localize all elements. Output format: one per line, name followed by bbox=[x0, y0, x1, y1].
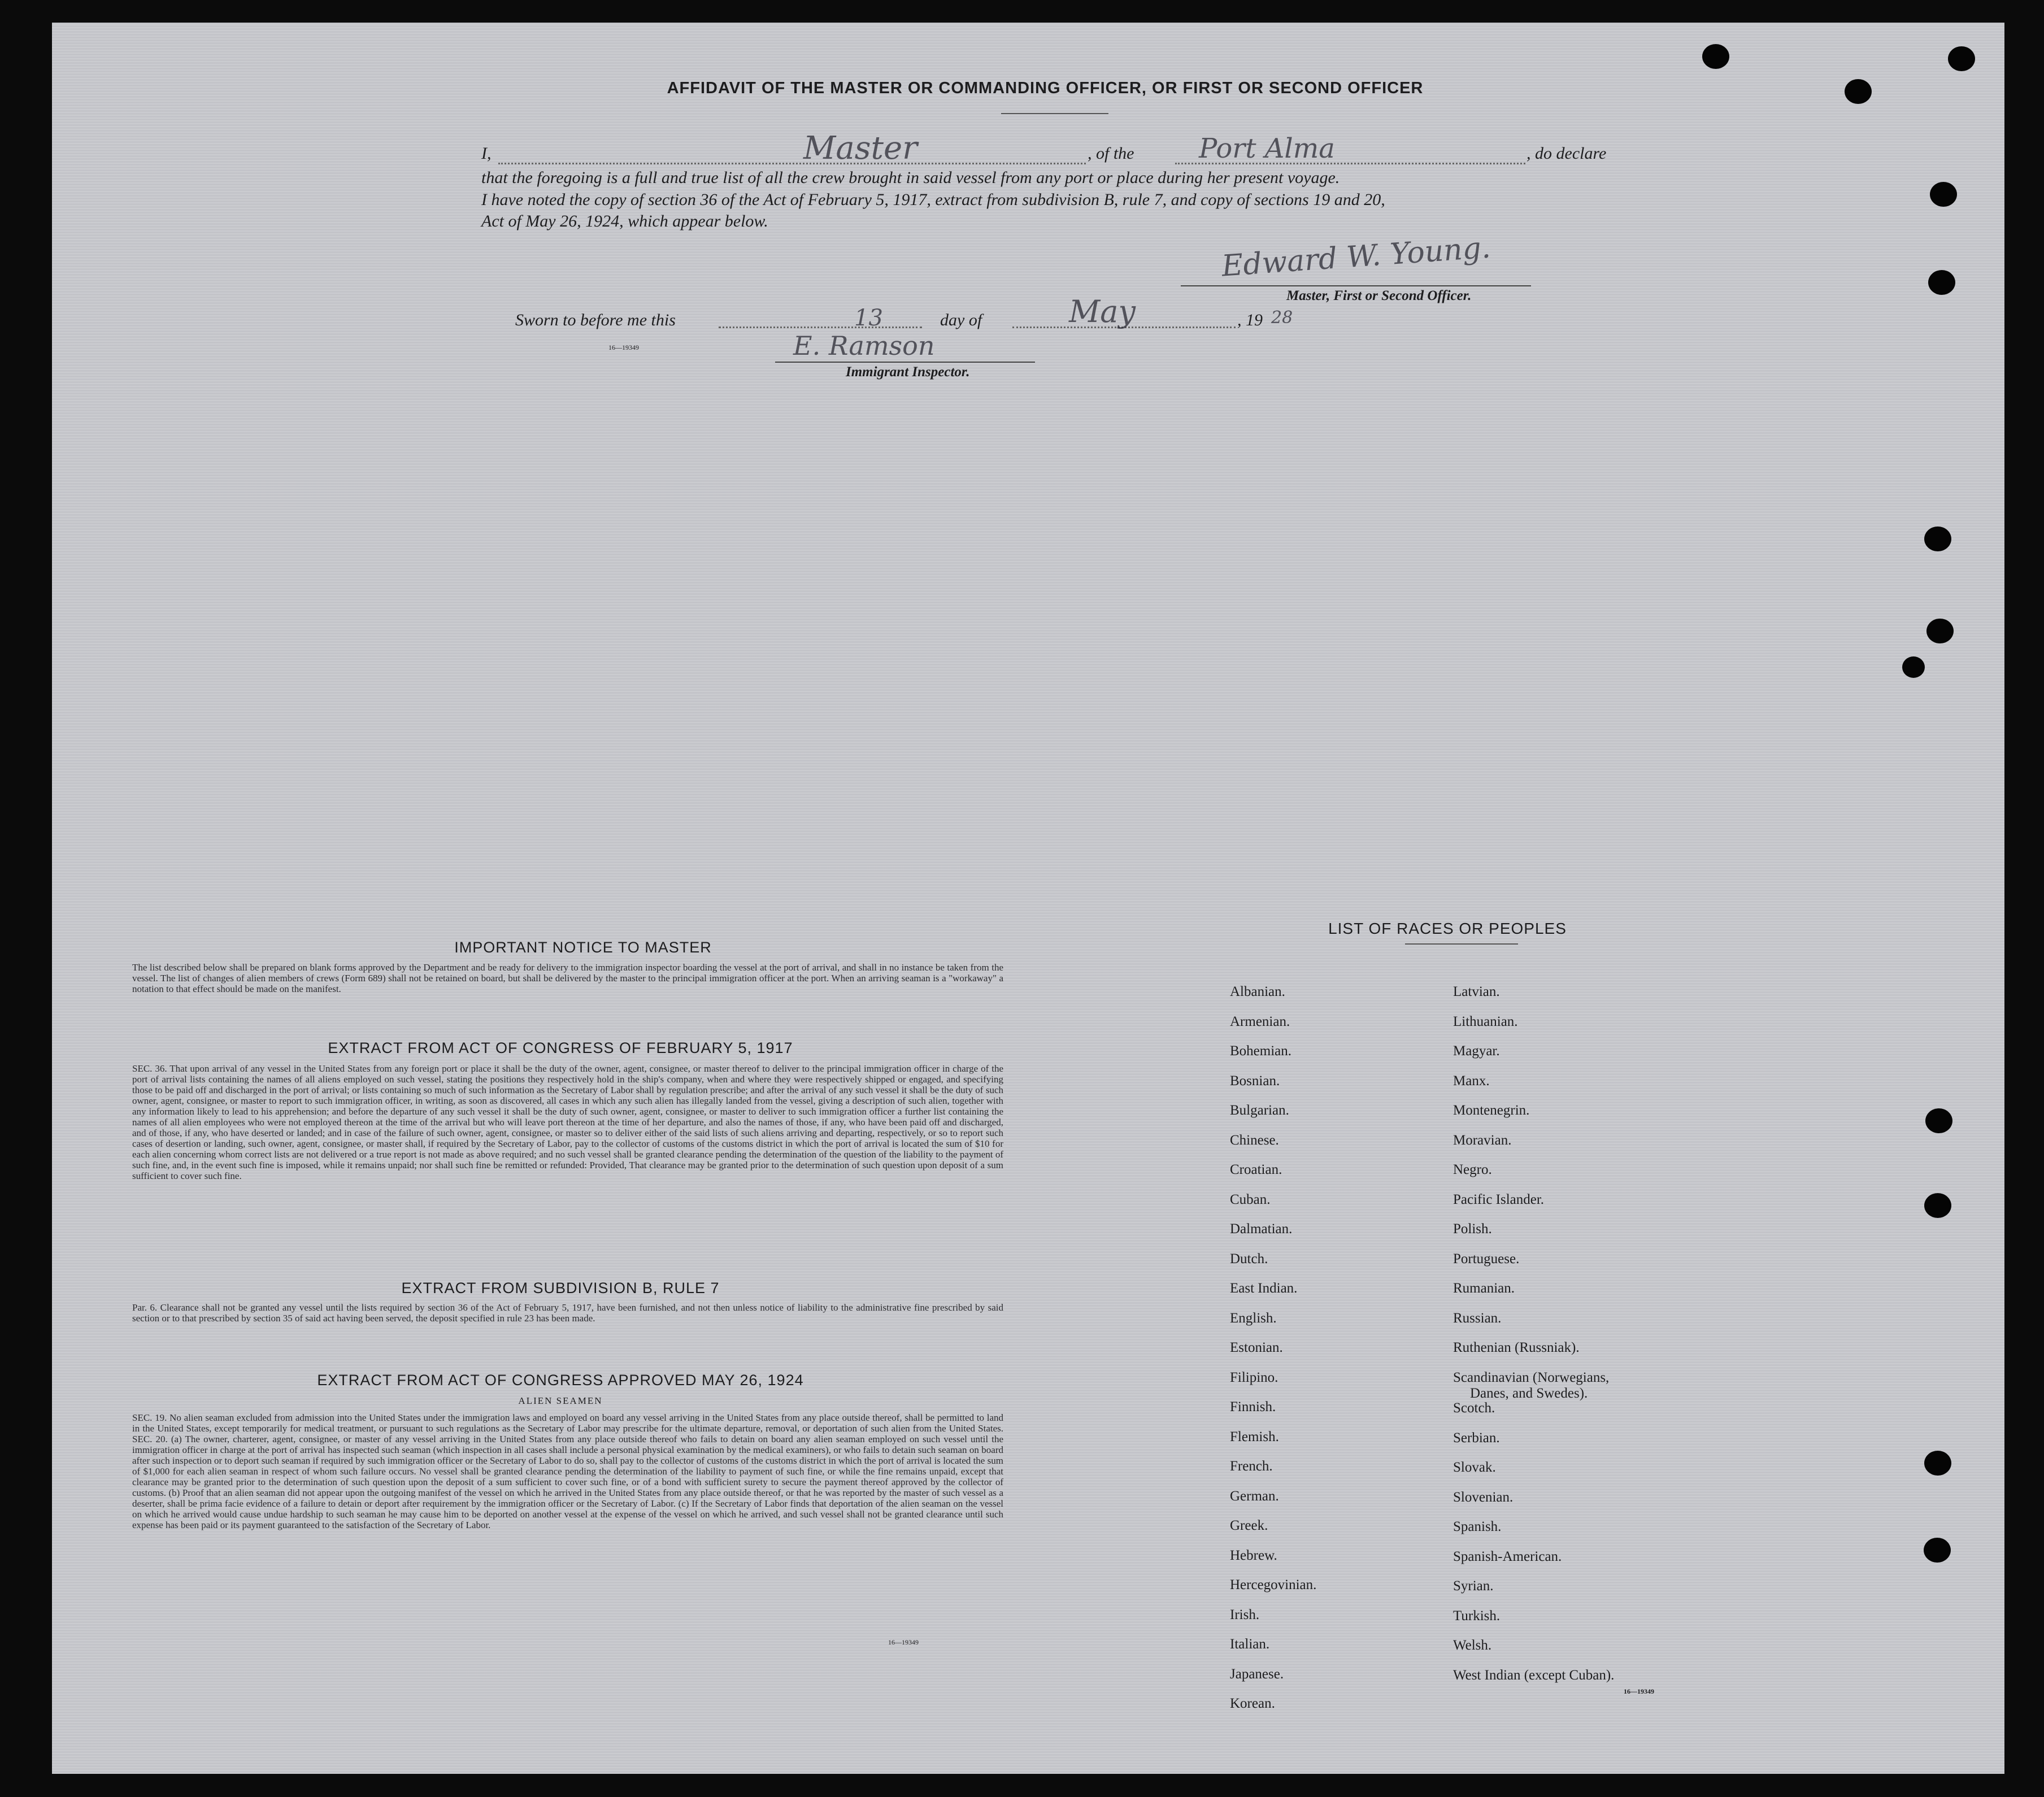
document-sheet bbox=[52, 23, 2004, 1774]
alien-seamen-subtitle: ALIEN SEAMEN bbox=[518, 1395, 603, 1406]
races-title-rule bbox=[1405, 943, 1518, 945]
day-of-text: day of bbox=[940, 311, 982, 329]
race-item: Flemish. bbox=[1230, 1429, 1279, 1444]
race-item: Greek. bbox=[1230, 1518, 1268, 1533]
race-item: Hercegovinian. bbox=[1230, 1577, 1317, 1593]
race-item: Danes, and Swedes). bbox=[1470, 1385, 1588, 1401]
notice-text: The list described below shall be prepared on blank forms approved by the Department and be ready for delivery to the immigration inspector boarding the vessel at the port of arrival, and shall in no instance be taken from the vessel. The list of changes of alien members of crews (Form 689) shall not be retained on board, but shall be delivered by the master to the principal immigration officer at the port. When an arriving seaman is a "workaway" a notation to that effect should be made on the manifest. bbox=[132, 962, 1003, 994]
name-fill-line bbox=[498, 163, 1086, 164]
form-code-bottom-left: 16—19349 bbox=[888, 1638, 919, 1646]
race-item: Korean. bbox=[1230, 1696, 1275, 1711]
race-item: German. bbox=[1230, 1488, 1279, 1504]
race-item: Ruthenian (Russniak). bbox=[1453, 1340, 1580, 1355]
punch-hole bbox=[1930, 182, 1957, 207]
race-item: Scotch. bbox=[1453, 1400, 1495, 1416]
extract-1917-title: EXTRACT FROM ACT OF CONGRESS OF FEBRUARY 5, 1917 bbox=[328, 1039, 793, 1056]
punch-hole bbox=[1924, 1451, 1951, 1476]
race-item: Hebrew. bbox=[1230, 1547, 1277, 1563]
sworn-lead: Sworn to before me this bbox=[515, 311, 676, 329]
race-item: Bohemian. bbox=[1230, 1043, 1292, 1059]
race-item: Finnish. bbox=[1230, 1399, 1276, 1415]
race-item: Portuguese. bbox=[1453, 1251, 1520, 1267]
punch-hole bbox=[1924, 1538, 1951, 1563]
punch-hole bbox=[1925, 1108, 1952, 1133]
race-item: Japanese. bbox=[1230, 1666, 1284, 1682]
race-item: Chinese. bbox=[1230, 1132, 1279, 1148]
sworn-day: 13 bbox=[854, 305, 883, 331]
race-item: Croatian. bbox=[1230, 1162, 1282, 1177]
race-item: Latvian. bbox=[1453, 984, 1500, 999]
race-item: Spanish-American. bbox=[1453, 1548, 1562, 1564]
race-item: Dutch. bbox=[1230, 1251, 1268, 1267]
race-item: Bosnian. bbox=[1230, 1073, 1280, 1089]
race-item: Syrian. bbox=[1453, 1578, 1494, 1594]
declaration-line-3: I have noted the copy of section 36 of the Act of February 5, 1917, extract from subdivision B, rule 7, and copy of sections 19 and 20, bbox=[481, 190, 1385, 209]
signature-rule bbox=[1181, 285, 1531, 286]
race-item: East Indian. bbox=[1230, 1281, 1298, 1296]
master-signature: Edward W. Young. bbox=[1220, 230, 1492, 284]
race-item: Rumanian. bbox=[1453, 1281, 1515, 1296]
sworn-month: May bbox=[1069, 294, 1136, 329]
race-item: Manx. bbox=[1453, 1073, 1490, 1089]
extract-1917-text: SEC. 36. That upon arrival of any vessel in the United States from any foreign port or place it shall be the duty of the owner, agent, consignee, or master thereof to deliver to the principal immigration officer in charge of the port of arrival lists containing the names of all aliens employed on such vessel, stating the positions they respectively hold in the ship's company, when and where they were respectively shipped or engaged, and specifying those to be paid off and discharged in the port of arrival; or lists containing so much of such information as the Secretary of Labor shall by regulation prescribe; and after the arrival of any such vessel it shall be the duty of such owner, agent, consignee, or master to report to such immigration officer, in writing, as soon as discovered, all cases in which any such alien has illegally landed from the vessel, giving a description of such alien, together with any information likely to lead to his apprehension; and before the departure of any such vessel it shall be the duty of such owner, agent, consignee, or master to deliver to such immigration officer a further list containing the names of all alien employees who were not employed thereon at the time of the arrival but who will leave port thereon at the time of her departure, and also the names of those, if any, who have been paid off and discharged, and of those, if any, who have deserted or landed; and in case of the failure of such owner, agent, consignee, or master so to deliver either of the said lists of such aliens arriving and departing, respectively, or so to report such cases of desertion or landing, such owner, agent, consignee, or master shall, if required by the Secretary of Labor, pay to the collector of customs of the customs district in which the port of arrival is located the sum of $10 for each alien concerning whom correct lists are not delivered or a true report is not made as above required; and no such vessel shall be granted clearance pending the determination of the question of the liability to the payment of such fine, and, in the event such fine is imposed, while it remains unpaid; nor shall such fine be remitted or refunded: Provided, That clearance may be granted prior to the determination of such question upon deposit of a sum sufficient to cover such fine. bbox=[132, 1063, 1003, 1181]
race-item: French. bbox=[1230, 1459, 1273, 1474]
extract-rule7-text: Par. 6. Clearance shall not be granted any vessel until the lists required by section 36 of the Act of February 5, 1917, have been furnished, and not then unless notice of liability to the administrative fine prescribed by said section or to that prescribed by section 35 of said act having been served, the deposit specified in rule 23 has been made. bbox=[132, 1302, 1003, 1324]
extract-rule7-title: EXTRACT FROM SUBDIVISION B, RULE 7 bbox=[401, 1280, 720, 1296]
race-item: English. bbox=[1230, 1310, 1277, 1326]
punch-hole bbox=[1902, 656, 1925, 678]
race-item: Pacific Islander. bbox=[1453, 1191, 1545, 1207]
race-item: Negro. bbox=[1453, 1162, 1492, 1177]
declaration-line-2: that the foregoing is a full and true list of all the crew brought in said vessel from any port or place during her present voyage. bbox=[481, 168, 1340, 187]
inspector-rule bbox=[775, 362, 1035, 363]
race-item: Spanish. bbox=[1453, 1519, 1502, 1534]
of-the-text: , of the bbox=[1088, 144, 1134, 163]
race-item: Slovenian. bbox=[1453, 1489, 1514, 1505]
race-item: Albanian. bbox=[1230, 984, 1285, 999]
inspector-caption: Immigrant Inspector. bbox=[846, 364, 970, 380]
race-item: Moravian. bbox=[1453, 1132, 1512, 1148]
punch-hole bbox=[1924, 1193, 1951, 1218]
day-fill-line bbox=[719, 327, 922, 328]
do-declare-text: , do declare bbox=[1527, 144, 1607, 163]
race-item: Russian. bbox=[1453, 1310, 1502, 1326]
punch-hole bbox=[1845, 79, 1872, 104]
race-item: Bulgarian. bbox=[1230, 1103, 1289, 1118]
punch-hole bbox=[1702, 44, 1729, 69]
race-item: Montenegrin. bbox=[1453, 1103, 1530, 1118]
form-code-top: 16—19349 bbox=[608, 343, 639, 351]
race-item: Irish. bbox=[1230, 1607, 1260, 1622]
extract-1924-text: SEC. 19. No alien seaman excluded from admission into the United States under the immigration laws and employed on board any vessel arriving in the United States from any place outside thereof, shall be permitted to land in the United States, except temporarily for medical treatment, or pursuant to such regulations as the Secretary of Labor may prescribe for the ultimate departure, removal, or deportation of such alien from the United States. SEC. 20. (a) The owner, charterer, agent, consignee, or master of any vessel arriving in the United States from any place outside thereof who fails to detain on board any alien seaman employed on such vessel until the immigration officer in charge at the port of arrival has inspected such seaman (which inspection in all cases shall include a personal physical examination by the medical examiners), or who fails to detain such seaman on board after such inspection or to deport such seaman if required by such immigration officer or the Secretary of Labor to do so, shall pay to the collector of customs of the customs district in which the port of arrival is located the sum of $1,000 for each alien seaman in respect of whom such failure occurs. No vessel shall be granted clearance pending the determination of the liability to payment of such fine, or while the fine remains unpaid, except that clearance may be granted prior to the determination of such question upon the deposit of a sum sufficient to cover such fine, or of a bond with sufficient surety to secure the payment thereof approved by the collector of customs. (b) Proof that an alien seaman did not appear upon the outgoing manifest of the vessel on which he arrived in the United States from any place outside thereof, or that he was reported by the master of such vessel as a deserter, shall be prima facie evidence of a failure to detain or deport after requirement by the immigration officer or the Secretary of Labor. (c) If the Secretary of Labor finds that deportation of the alien seaman on the vessel on which he arrived would cause undue hardship to such seaman he may cause him to be deported on another vessel at the expense of the vessel on which he arrived, and such vessel shall not be granted clearance until such expense has been paid or its payment guaranteed to the satisfaction of the Secretary of Labor. bbox=[132, 1412, 1003, 1530]
race-item: Magyar. bbox=[1453, 1043, 1500, 1059]
race-item: Armenian. bbox=[1230, 1013, 1290, 1029]
race-item: Slovak. bbox=[1453, 1460, 1496, 1475]
race-item: Polish. bbox=[1453, 1221, 1492, 1237]
race-item: Serbian. bbox=[1453, 1430, 1500, 1446]
race-item: Cuban. bbox=[1230, 1191, 1271, 1207]
race-item: West Indian (except Cuban). bbox=[1453, 1667, 1615, 1683]
race-item: Filipino. bbox=[1230, 1369, 1278, 1385]
punch-hole bbox=[1928, 270, 1955, 295]
declaration-line-4: Act of May 26, 1924, which appear below. bbox=[481, 212, 768, 230]
form-code-races: 16—19349 bbox=[1624, 1687, 1654, 1695]
handwritten-name: Master bbox=[803, 130, 917, 167]
notice-title: IMPORTANT NOTICE TO MASTER bbox=[454, 939, 712, 956]
handwritten-vessel: Port Alma bbox=[1199, 133, 1335, 164]
race-item: Italian. bbox=[1230, 1637, 1270, 1652]
race-item: Dalmatian. bbox=[1230, 1221, 1293, 1237]
declaration-lead: I, bbox=[481, 144, 492, 163]
punch-hole bbox=[1924, 527, 1951, 551]
extract-1924-title: EXTRACT FROM ACT OF CONGRESS APPROVED MAY 26, 1924 bbox=[317, 1372, 804, 1389]
race-item: Estonian. bbox=[1230, 1340, 1283, 1355]
races-title: LIST OF RACES OR PEOPLES bbox=[1328, 920, 1567, 937]
affidavit-title: AFFIDAVIT OF THE MASTER OR COMMANDING OFFICER, OR FIRST OR SECOND OFFICER bbox=[667, 79, 1424, 97]
sworn-year: 28 bbox=[1271, 308, 1293, 328]
year-prefix: , 19 bbox=[1237, 311, 1263, 329]
punch-hole bbox=[1926, 619, 1954, 643]
punch-hole bbox=[1948, 46, 1975, 71]
race-item: Welsh. bbox=[1453, 1638, 1492, 1653]
signature-caption: Master, First or Second Officer. bbox=[1286, 288, 1472, 303]
race-item: Lithuanian. bbox=[1453, 1013, 1518, 1029]
inspector-signature: E. Ramson bbox=[793, 330, 935, 361]
race-item: Scandinavian (Norwegians, bbox=[1453, 1369, 1610, 1385]
race-item: Turkish. bbox=[1453, 1608, 1501, 1624]
title-rule bbox=[1001, 113, 1108, 114]
